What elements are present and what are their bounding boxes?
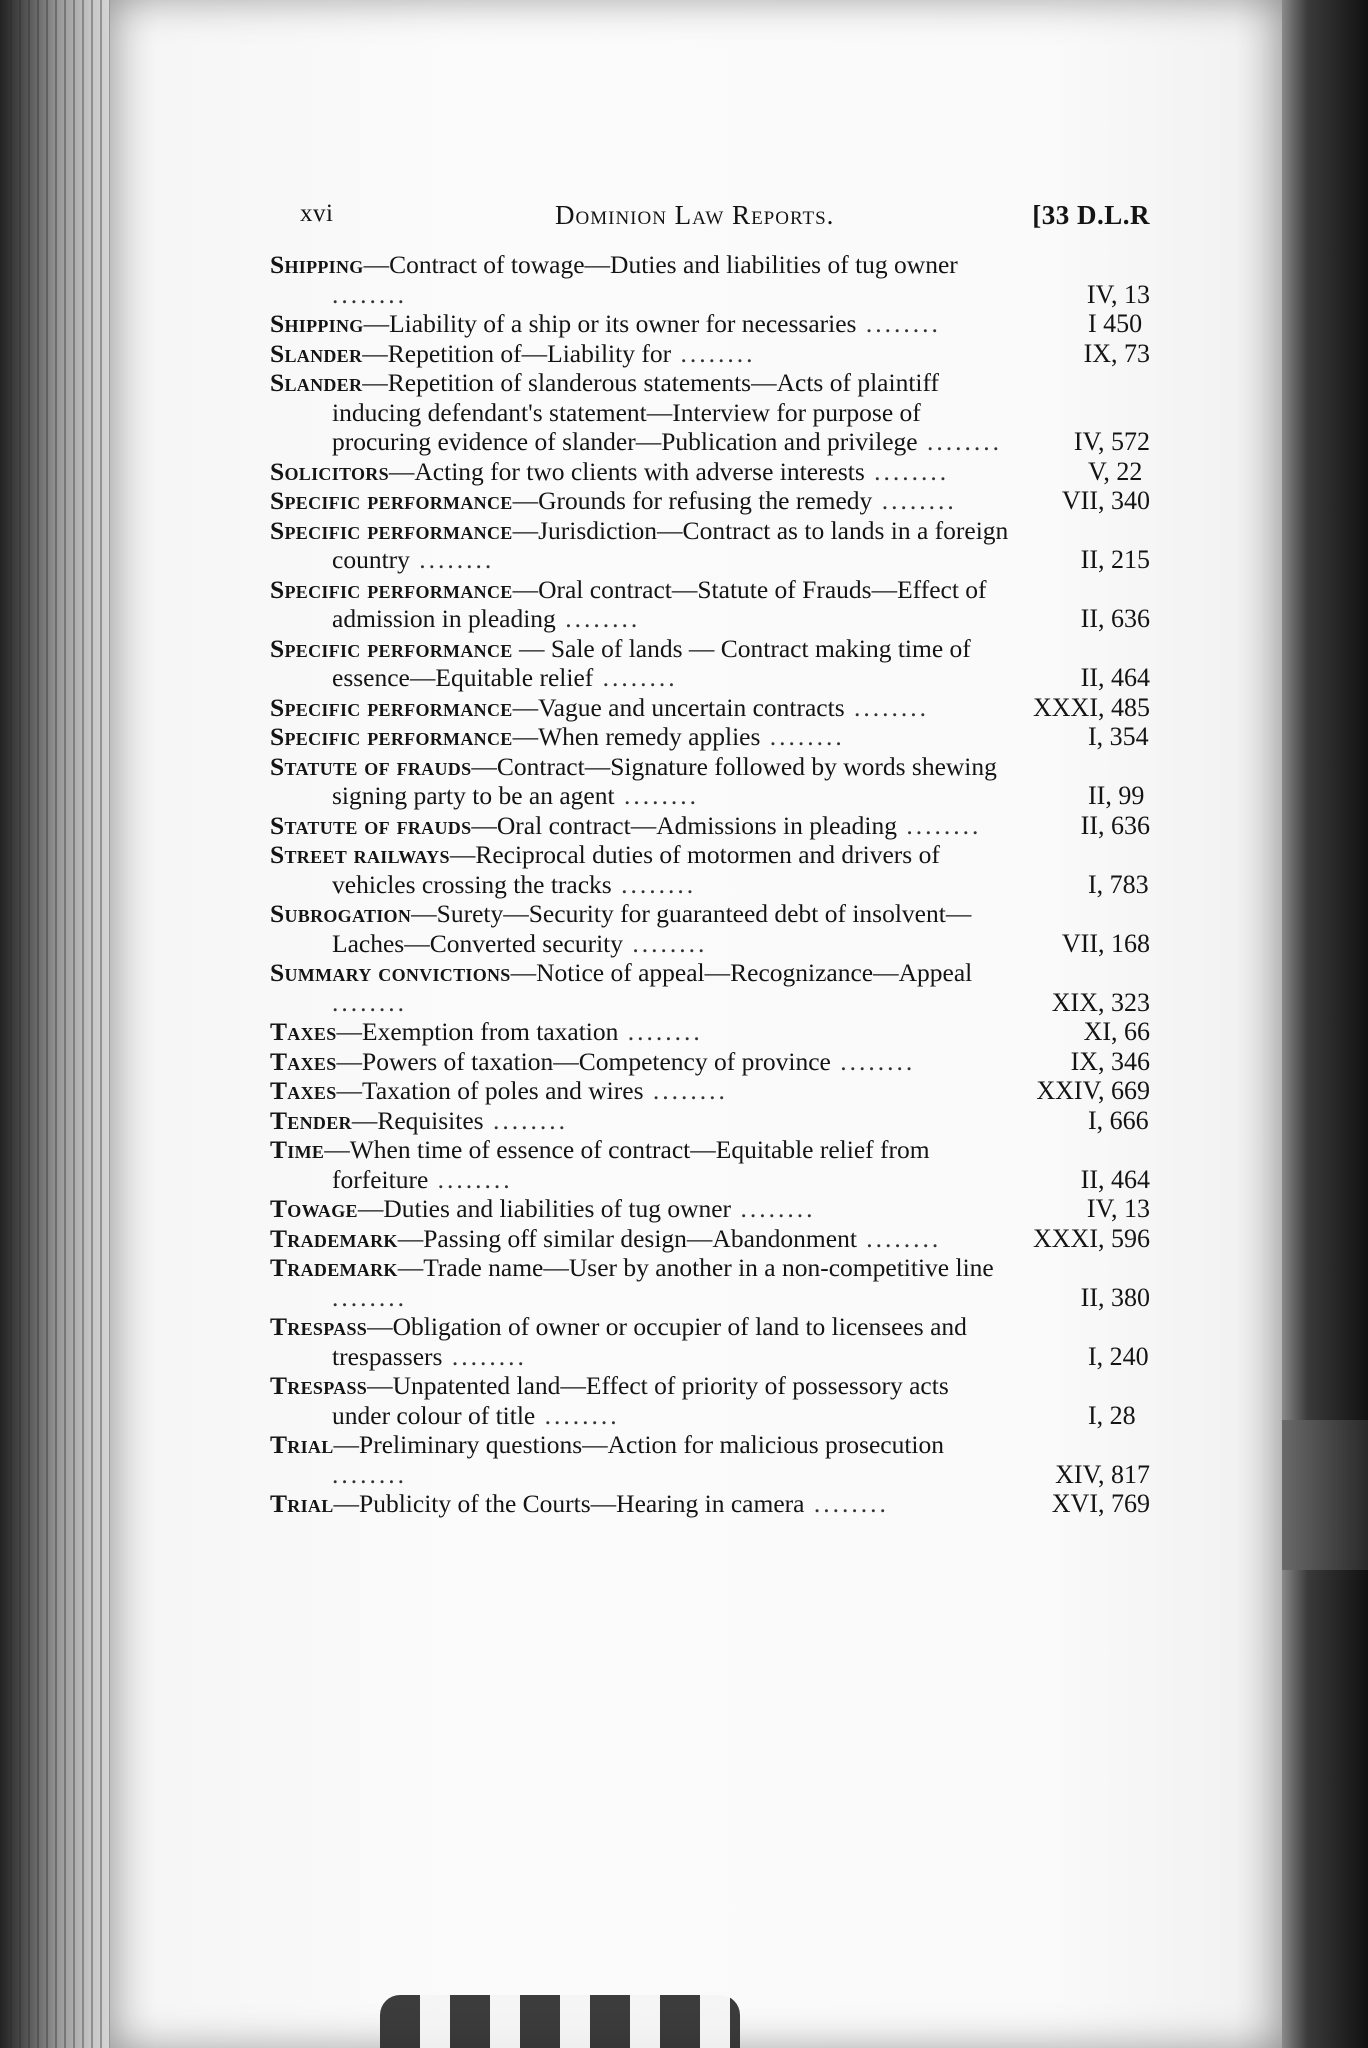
entry-reference: II, 215 — [1080, 545, 1150, 574]
entry-reference: VII, 168 — [1061, 928, 1150, 958]
dot-leader: ........ — [731, 1194, 816, 1223]
index-entry — [270, 575, 1150, 634]
entry-text: —Powers of taxation—Competency of province — [336, 1046, 831, 1076]
entry-reference: XXXI, 485 — [1033, 692, 1150, 722]
index-entry — [270, 1430, 1150, 1489]
entry-heading: Statute of frauds — [270, 751, 472, 781]
index-entry — [270, 1047, 1150, 1077]
dot-leader: ........ — [409, 545, 495, 574]
index-entry: Solicitors—Acting for two clients with adverse interests ........ V, 22 — [270, 456, 1143, 486]
entry-text: —Publicity of the Courts—Hearing in camera — [333, 1489, 805, 1518]
index-entry: Tender—Requisites ........ I, 666 — [270, 1105, 1149, 1135]
index-entry — [270, 1489, 1150, 1519]
dot-leader: ........ — [643, 1076, 728, 1105]
entry-heading: Towage — [270, 1194, 358, 1223]
dot-leader: ........ — [864, 456, 950, 486]
entry-reference: II, 380 — [1080, 1282, 1150, 1312]
index-entry — [270, 811, 1150, 841]
index-entry — [270, 899, 1150, 958]
entry-text: —When time of essence of contract—Equitable relief from forfeiture — [324, 1135, 930, 1194]
dot-leader: ........ — [555, 604, 641, 633]
entry-reference: XIV, 817 — [1055, 1459, 1150, 1489]
entry-heading: Tender — [270, 1105, 352, 1135]
dot-leader: ........ — [442, 1341, 527, 1371]
entry-text: —Duties and liabilities of tug owner — [357, 1194, 732, 1223]
dot-leader: ........ — [332, 1282, 407, 1312]
volume-reference: [33 D.L.R — [1032, 200, 1150, 230]
entry-reference: II, 464 — [1080, 663, 1150, 692]
dot-leader: ........ — [618, 1017, 703, 1046]
entry-text: —Repetition of—Liability for — [362, 338, 672, 368]
dot-leader: ........ — [856, 1223, 942, 1253]
entry-reference: IX, 346 — [1070, 1046, 1150, 1076]
entry-text: —Obligation of owner or occupier of land to licensees and trespassers — [332, 1312, 967, 1371]
entry-text: —Exemption from taxation — [336, 1017, 619, 1046]
entry-text: —Notice of appeal—Recognizance—Appeal — [510, 958, 973, 987]
index-entry: Statute of frauds—Contract—Signature followed by words shewing signing party to be an agent ........ II, 99 — [270, 751, 1145, 810]
dot-leader: ........ — [611, 869, 697, 899]
entry-heading: Shipping — [270, 309, 364, 338]
entry-reference: XI, 66 — [1083, 1017, 1150, 1046]
entry-text: —Contract—Signature followed by words shewing signing party to be an agent — [332, 751, 997, 810]
entry-text: —Preliminary questions—Action for malicious prosecution — [333, 1430, 945, 1459]
entry-text: —Oral contract—Statute of Frauds—Effect of admission in pleading — [332, 574, 987, 633]
entry-text: —Reciprocal duties of motormen and drivers of vehicles crossing the tracks — [332, 840, 940, 899]
entry-heading: Solicitors — [270, 456, 389, 486]
dot-leader: ........ — [804, 1489, 889, 1518]
entry-reference: VII, 340 — [1061, 486, 1150, 515]
index-entry — [270, 250, 1150, 309]
dot-leader: ........ — [535, 1400, 620, 1430]
entry-heading: Trespass — [270, 1312, 368, 1341]
index-entry: Shipping—Liability of a ship or its owner for necessaries ........ I 450 — [270, 309, 1143, 338]
entry-heading: Shipping — [270, 250, 364, 279]
entry-text: —Trade name—User by another in a non-competitive line — [397, 1253, 994, 1282]
entry-text: —Liability of a ship or its owner for necessaries — [363, 309, 857, 338]
dot-leader: ........ — [856, 309, 941, 338]
dot-leader: ........ — [623, 928, 708, 958]
index-entry — [270, 634, 1150, 693]
entry-heading: Taxes — [270, 1076, 337, 1105]
entry-heading: Summary convictions — [270, 958, 511, 987]
entry-reference: IV, 13 — [1086, 279, 1150, 309]
entry-heading: Statute of frauds — [270, 810, 472, 840]
entry-heading: Time — [270, 1135, 325, 1164]
entry-heading: Slander — [270, 338, 363, 368]
entry-reference: XXXI, 596 — [1033, 1223, 1150, 1253]
entry-heading: Slander — [270, 368, 363, 397]
index-entry — [270, 486, 1150, 516]
entry-heading: Trademark — [270, 1253, 398, 1282]
entry-heading: Taxes — [270, 1046, 337, 1076]
index-entry — [270, 1076, 1150, 1106]
index-entry — [270, 516, 1150, 575]
entry-reference: II, 636 — [1080, 604, 1150, 633]
index-entry — [270, 1194, 1150, 1224]
dot-leader: ........ — [332, 1459, 407, 1489]
entry-text: —Oral contract—Admissions in pleading — [471, 810, 898, 840]
index-entry — [270, 958, 1150, 1017]
dot-leader: ........ — [614, 781, 699, 810]
entry-text: —Passing off similar design—Abandonment — [397, 1223, 857, 1253]
entry-heading: Subrogation — [270, 899, 412, 928]
dot-leader: ........ — [830, 1046, 916, 1076]
dot-leader: ........ — [671, 338, 756, 368]
entry-heading: Trademark — [270, 1223, 398, 1253]
index-entry: Specific performance—When remedy applies ........ I, 354 — [270, 722, 1149, 751]
index-entry: Trespass—Obligation of owner or occupier of land to licensees and trespassers ........ I, 240 — [270, 1312, 1149, 1371]
index-entry — [270, 1253, 1150, 1312]
entry-reference: IV, 572 — [1073, 427, 1150, 456]
entry-heading: Specific performance — [270, 574, 513, 604]
index-entry — [270, 1017, 1150, 1047]
dot-leader: ........ — [483, 1105, 568, 1135]
index-entry — [270, 1135, 1150, 1194]
entry-heading: Specific performance — [270, 692, 513, 722]
entry-text: —Repetition of slanderous statements—Acts of plaintiff inducing defendant's statement—Interview for purpose of procuring evidence of slander—Publication and privilege — [332, 368, 940, 456]
page-number: xvi — [300, 200, 334, 227]
entry-text: —When remedy applies — [512, 722, 761, 751]
entry-heading: Trial — [270, 1489, 334, 1518]
dot-leader: ........ — [897, 810, 982, 840]
entry-heading: Specific performance — [270, 633, 513, 663]
entry-heading: Trespass — [270, 1371, 368, 1400]
dot-leader: ........ — [760, 722, 845, 751]
entry-reference: IV, 13 — [1086, 1194, 1150, 1223]
entry-heading: Street railways — [270, 840, 450, 869]
index-entry: Street railways—Reciprocal duties of motormen and drivers of vehicles crossing the tracks ........ I, 783 — [270, 840, 1149, 899]
index-entry — [270, 693, 1150, 723]
entry-reference: XXIV, 669 — [1036, 1076, 1150, 1105]
entry-text: —Requisites — [351, 1105, 484, 1135]
dot-leader: ........ — [332, 987, 407, 1017]
scanner-clamp — [380, 1995, 740, 2048]
index-entry — [270, 339, 1150, 369]
index-entry: Trespass—Unpatented land—Effect of priority of possessory acts under colour of title ........ I, 28 — [270, 1371, 1136, 1430]
entry-text: — Sale of lands — Contract making time of essence—Equitable relief — [332, 633, 971, 692]
dot-leader: ........ — [917, 427, 1002, 456]
entry-heading: Specific performance — [270, 486, 513, 515]
entry-text: —Jurisdiction—Contract as to lands in a foreign country — [332, 515, 1009, 574]
entry-heading: Specific performance — [270, 515, 513, 545]
binding-shadow — [1282, 1420, 1368, 1570]
entry-reference: IX, 73 — [1083, 338, 1150, 368]
book-edge-right — [1282, 0, 1368, 2048]
entry-reference: II, 464 — [1080, 1164, 1150, 1194]
entry-heading: Trial — [270, 1430, 334, 1459]
dot-leader: ........ — [593, 663, 678, 692]
index-entry — [270, 1224, 1150, 1254]
entry-text: —Grounds for refusing the remedy — [512, 486, 873, 515]
dot-leader: ........ — [428, 1164, 513, 1194]
entry-text: —Taxation of poles and wires — [336, 1076, 644, 1105]
dot-leader: ........ — [844, 692, 930, 722]
entry-reference: II, 636 — [1080, 810, 1150, 840]
entry-text: —Unpatented land—Effect of priority of possessory acts under colour of title — [332, 1371, 949, 1430]
entry-reference: XVI, 769 — [1051, 1489, 1150, 1518]
entry-text: —Acting for two clients with adverse interests — [388, 456, 865, 486]
entry-heading: Taxes — [270, 1017, 337, 1046]
entry-text: —Contract of towage—Duties and liabilities of tug owner — [363, 250, 958, 279]
page-header — [300, 200, 1150, 240]
dot-leader: ........ — [332, 279, 407, 309]
page-stack-lines — [10, 0, 120, 2048]
entry-text: —Vague and uncertain contracts — [512, 692, 845, 722]
entry-text: —Surety—Security for guaranteed debt of insolvent—Laches—Converted security — [332, 899, 972, 958]
running-title: Dominion Law Reports. — [555, 200, 835, 230]
index-entries — [270, 250, 1150, 1519]
entry-heading: Specific performance — [270, 722, 513, 751]
dot-leader: ........ — [872, 486, 957, 515]
entry-reference: XIX, 323 — [1051, 987, 1150, 1017]
index-entry — [270, 368, 1150, 457]
